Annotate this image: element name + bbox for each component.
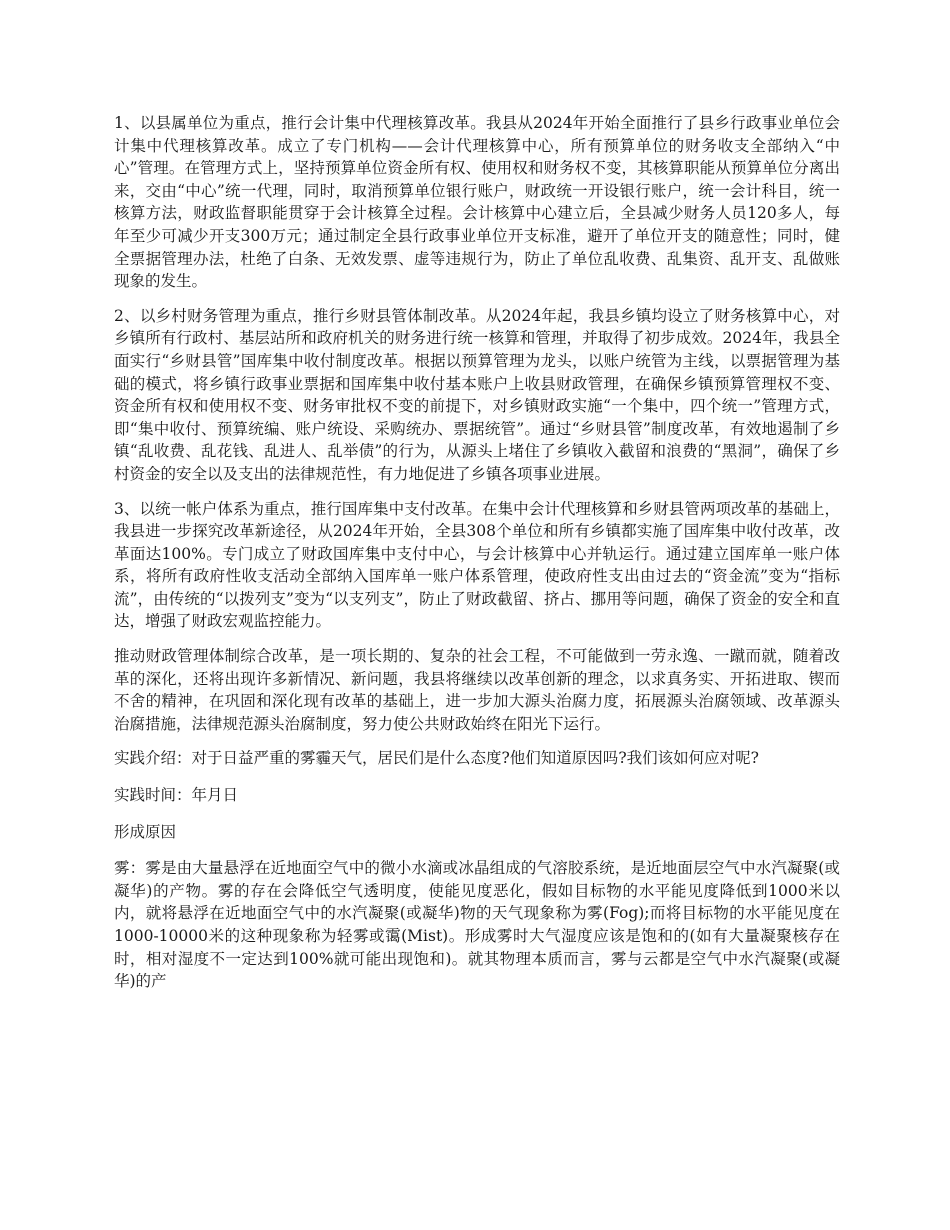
- paragraph-fog-definition: 雾：雾是由大量悬浮在近地面空气中的微小水滴或冰晶组成的气溶胶系统，是近地面层空气中水汽凝聚(或凝华)的产物。雾的存在会降低空气透明度，使能见度恶化，假如目标物的水平能见度降低到1000米以内，就将悬浮在近地面空气中的水汽凝聚(或凝华)物的天气现象称为雾(Fog);而将目标物的水平能见度在1000-10000米的这种现象称为轻雾或霭(Mist)。形成雾时大气湿度应该是饱和的(如有大量凝聚核存在时，相对湿度不一定达到100%就可能出现饱和)。就其物理本质而言，雾与云都是空气中水汽凝聚(或凝华)的产: [114, 859, 840, 991]
- paragraph-practice-intro: 实践介绍：对于日益严重的雾霾天气，居民们是什么态度?他们知道原因吗?我们该如何应对呢?: [114, 749, 759, 768]
- section-heading-causes: 形成原因: [114, 822, 177, 841]
- paragraph-reform-summary: 推动财政管理体制综合改革，是一项长期的、复杂的社会工程，不可能做到一劳永逸、一蹴而就，随着改革的深化，还将出现许多新情况、新问题，我县将继续以改革创新的理念，以求真务实、开拓进取、锲而不舍的精神，在巩固和深化现有改革的基础上，进一步加大源头治腐力度，拓展源头治腐领域、改革源头治腐措施，法律规范源头治腐制度，努力使公共财政始终在阳光下运行。: [114, 647, 840, 733]
- paragraph-accounting-reform: 1、以县属单位为重点，推行会计集中代理核算改革。我县从2024年开始全面推行了县乡行政事业单位会计集中代理核算改革。成立了专门机构——会计代理核算中心，所有预算单位的财务收支全部纳入“中心”管理。在管理方式上，坚持预算单位资金所有权、使用权和财务权不变，其核算职能从预算单位分离出来，交由“中心”统一代理，同时，取消预算单位银行账户，财政统一开设银行账户，统一会计科目，统一核算方法，财政监督职能贯穿于会计核算全过程。会计核算中心建立后，全县减少财务人员120多人，每年至少可减少开支300万元；通过制定全县行政事业单位开支标准，避开了单位开支的随意性；同时，健全票据管理办法，杜绝了白条、无效发票、虚等违规行为，防止了单位乱收费、乱集资、乱开支、乱做账现象的发生。: [114, 114, 840, 291]
- paragraph-treasury-payment-reform: 3、以统一帐户体系为重点，推行国库集中支付改革。在集中会计代理核算和乡财县管两项改革的基础上，我县进一步探究改革新途径，从2024年开始，全县308个单位和所有乡镇都实施了国库集中收付改革，改革面达100%。专门成立了财政国库集中支付中心，与会计核算中心并轨运行。通过建立国库单一账户体系，将所有政府性收支活动全部纳入国库单一账户体系管理，使政府性支出由过去的“资金流”变为“指标流”，由传统的“以拨列支”变为“以支列支”，防止了财政截留、挤占、挪用等问题，确保了资金的安全和直达，增强了财政宏观监控能力。: [114, 499, 840, 631]
- paragraph-township-finance-reform: 2、以乡村财务管理为重点，推行乡财县管体制改革。从2024年起，我县乡镇均设立了财务核算中心，对乡镇所有行政村、基层站所和政府机关的财务进行统一核算和管理，并取得了初步成效。2024年，我县全面实行“乡财县管”国库集中收付制度改革。根据以预算管理为龙头，以账户统管为主线，以票据管理为基础的模式，将乡镇行政事业票据和国库集中收付基本账户上收县财政管理，在确保乡镇预算管理权不变、资金所有权和使用权不变、财务审批权不变的前提下，对乡镇财政实施“一个集中，四个统一”管理方式，即“集中收付、预算统编、账户统设、采购统办、票据统管”。通过“乡财县管”制度改革，有效地遏制了乡镇“乱收费、乱花钱、乱进人、乱举债”的行为，从源头上堵住了乡镇收入截留和浪费的“黑洞”，确保了乡村资金的安全以及支出的法律规范性，有力地促进了乡镇各项事业进展。: [114, 306, 840, 483]
- document-body: [114, 112, 840, 1005]
- paragraph-practice-time: 实践时间：年月日: [114, 786, 239, 805]
